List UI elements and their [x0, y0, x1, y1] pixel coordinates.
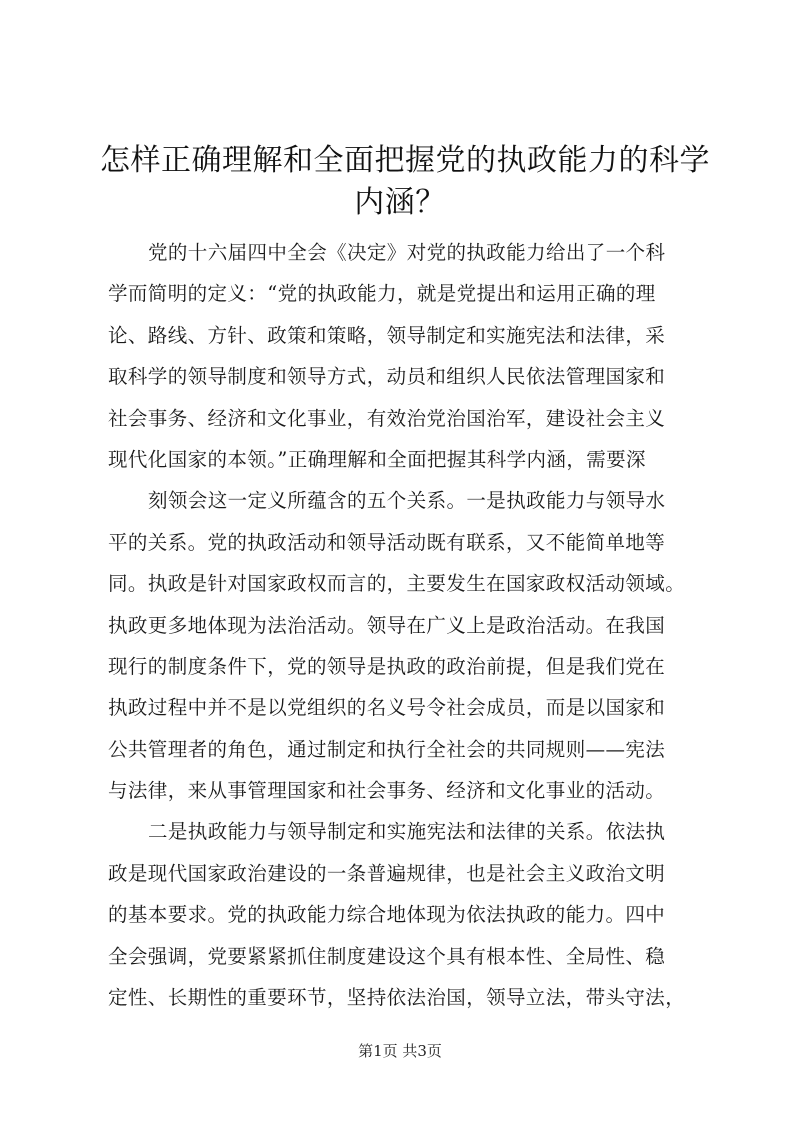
- text-line: 政是现代国家政治建设的一条普遍规律，也是社会主义政治文明: [108, 861, 666, 885]
- text-line: 执政更多地体现为法治活动。领导在广义上是政治活动。在我国: [108, 613, 666, 637]
- text-line: 平的关系。党的执政活动和领导活动既有联系，又不能简单地等: [108, 530, 666, 554]
- title-line: 内涵？: [354, 185, 446, 220]
- document-body: [108, 232, 708, 1018]
- paragraph-3: [108, 811, 708, 1018]
- text-line: 刻领会这一定义所蕴含的五个关系。一是执政能力与领导水: [148, 489, 666, 513]
- document-title: [100, 140, 710, 224]
- text-line: 全会强调，党要紧紧抓住制度建设这个具有根本性、全局性、稳: [108, 944, 666, 968]
- text-line: 现行的制度条件下，党的领导是执政的政治前提，但是我们党在: [108, 654, 666, 678]
- text-line: 取科学的领导制度和领导方式，动员和组织人民依法管理国家和: [108, 365, 666, 389]
- text-line: 与法律，来从事管理国家和社会事务、经济和文化事业的活动。: [108, 779, 666, 803]
- title-line: 怎样正确理解和全面把握党的执政能力的科学: [100, 143, 710, 178]
- text-line: 执政过程中并不是以党组织的名义号令社会成员，而是以国家和: [108, 696, 666, 720]
- text-line: 现代化国家的本领。”正确理解和全面把握其科学内涵，需要深: [108, 447, 646, 471]
- text-line: 党的十六届四中全会《决定》对党的执政能力给出了一个科: [148, 241, 666, 264]
- text-line: 学而简明的定义：“党的执政能力，就是党提出和运用正确的理: [108, 282, 656, 306]
- paragraph-2: [108, 480, 708, 811]
- text-line: 二是执政能力与领导制定和实施宪法和法律的关系。依法执: [148, 820, 666, 844]
- text-line: 同。执政是针对国家政权而言的，主要发生在国家政权活动领域。: [108, 572, 686, 596]
- text-line: 定性、长期性的重要环节，坚持依法治国，领导立法，带头守法，: [108, 986, 686, 1010]
- text-line: 的基本要求。党的执政能力综合地体现为依法执政的能力。四中: [108, 903, 666, 927]
- text-line: 论、路线、方针、政策和策略，领导制定和实施宪法和法律，采: [108, 323, 666, 347]
- text-line: 社会事务、经济和文化事业，有效治党治国治军，建设社会主义: [108, 406, 666, 430]
- text-line: 公共管理者的角色，通过制定和执行全社会的共同规则——宪法: [108, 737, 666, 761]
- page-footer: 第1页 共3页: [358, 1042, 442, 1060]
- paragraph-1: [108, 232, 708, 480]
